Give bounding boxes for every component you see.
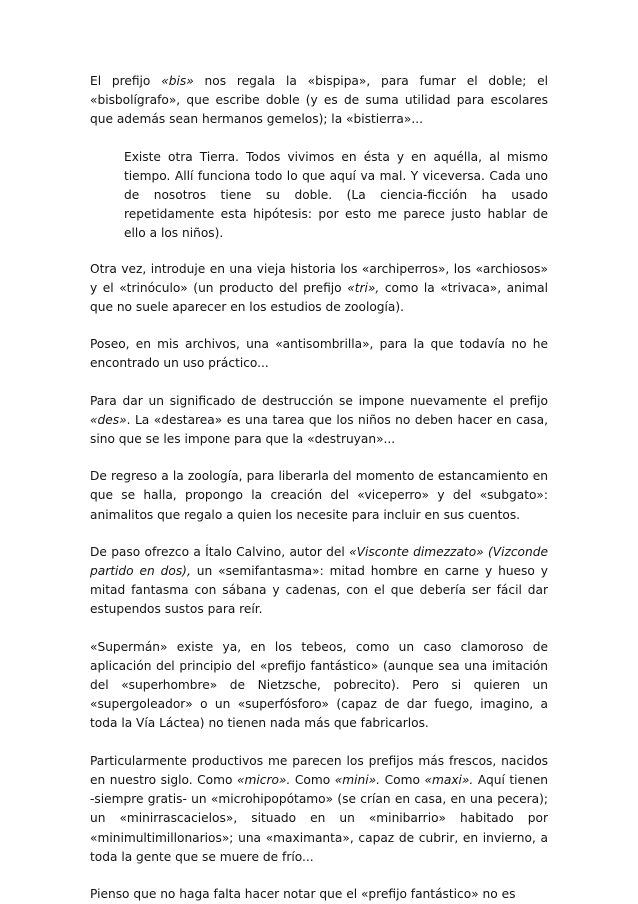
paragraph-anti <box>90 335 548 373</box>
text-run: como la «trivaca», animal que no suele aparecer en los estudios de zoología). <box>90 280 548 315</box>
text-run: El prefijo <box>90 74 162 88</box>
text-run-italic: «bis» <box>161 74 194 88</box>
text-run-italic: «Visconte dimezzato» (Vizconde partido en dos), <box>90 544 548 579</box>
paragraph-closing <box>90 885 548 904</box>
text-run: Otra vez, introduje en una vieja historia los «archiperros», los «archiosos» y el «trinóculo» (un producto del prefijo <box>90 261 548 295</box>
text-run: De paso ofrezco a Ítalo Calvino, autor del <box>90 544 350 559</box>
text-run: Como <box>380 772 425 787</box>
text-run-italic: «tri», <box>347 280 380 295</box>
paragraph-des <box>90 392 548 450</box>
text-run: De regreso a la zoología, para liberarla del momento de estancamiento en que se halla, propongo la creación del «viceperro» y del «subgato»: animalitos que regalo a quien los necesite para incluir en sus cuentos. <box>90 469 548 522</box>
text-run: Particularmente productivos me parecen los prefijos más frescos, nacidos en nuestro siglo. Como <box>90 753 548 787</box>
text-run: «Supermán» existe ya, en los tebeos, como un caso clamoroso de aplicación del principio del «prefijo fantástico» (aunque sea una imitación del «superhombre» de Nietzsche, pobrecito). Pero si quieren un «supergoleador» o un «superfósforo» (capaz de dar fuego, imagino, a toda la Vía Láctea) no tienen nada más que fabricarlos. <box>90 639 548 731</box>
paragraph-super <box>90 638 548 734</box>
text-run: Pienso que no haga falta hacer notar que el «prefijo fantástico» no es <box>90 886 516 901</box>
text-run: Existe otra Tierra. Todos vivimos en ésta y en aquélla, al mismo tiempo. Allí funciona todo lo que aquí va mal. Y viceversa. Cada uno de nosotros tiene su doble. (La ciencia-ficción ha usado repetidamente esta hipótesis: por esto me parece justo hablar de ello a los niños). <box>124 149 548 241</box>
text-run-italic: «maxi». <box>424 772 474 787</box>
text-run: Como <box>290 772 335 787</box>
text-run: Poseo, en mis archivos, una «antisombrilla», para la que todavía no he encontrado un uso práctico... <box>90 337 548 371</box>
text-run: nos regala la «bispipa», para fumar el doble; el «bisbolígrafo», que escribe doble (y es de suma utilidad para escolares que además sean hermanos gemelos); la «bistierra»... <box>90 74 548 127</box>
text-run: Aquí tienen -siempre gratis- un «microhipopótamo» (se crían en casa, en una pecera); un «minirrascacielos», situado en un «minibarrio» habitado por «minimultimillonarios»; una «maximanta», capaz de cubrir, en invierno, a toda la gente que se muere de frío... <box>90 772 548 864</box>
text-run: un «semifantasma»: mitad hombre en carne y hueso y mitad fantasma con sábana y cadenas, con el que debería ser fácil dar estupendos sustos para reír. <box>90 564 548 617</box>
paragraph-micro-mini-maxi <box>90 752 548 867</box>
text-run: . La «destarea» es una tarea que los niños no deben hacer en casa, sino que se les impone para que la «destruyan»... <box>90 412 548 447</box>
paragraph-archi <box>90 260 548 318</box>
text-run-italic: «mini». <box>334 772 381 787</box>
text-run-italic: «micro». <box>236 772 291 787</box>
paragraph-vice-sub <box>90 467 548 525</box>
text-run-italic: «des» <box>90 412 127 427</box>
paragraph-semi <box>90 543 548 620</box>
block-quote <box>124 148 548 244</box>
paragraph-bis <box>90 72 548 130</box>
text-run: Para dar un significado de destrucción se impone nuevamente el prefijo <box>90 393 548 408</box>
document-page <box>90 72 548 904</box>
